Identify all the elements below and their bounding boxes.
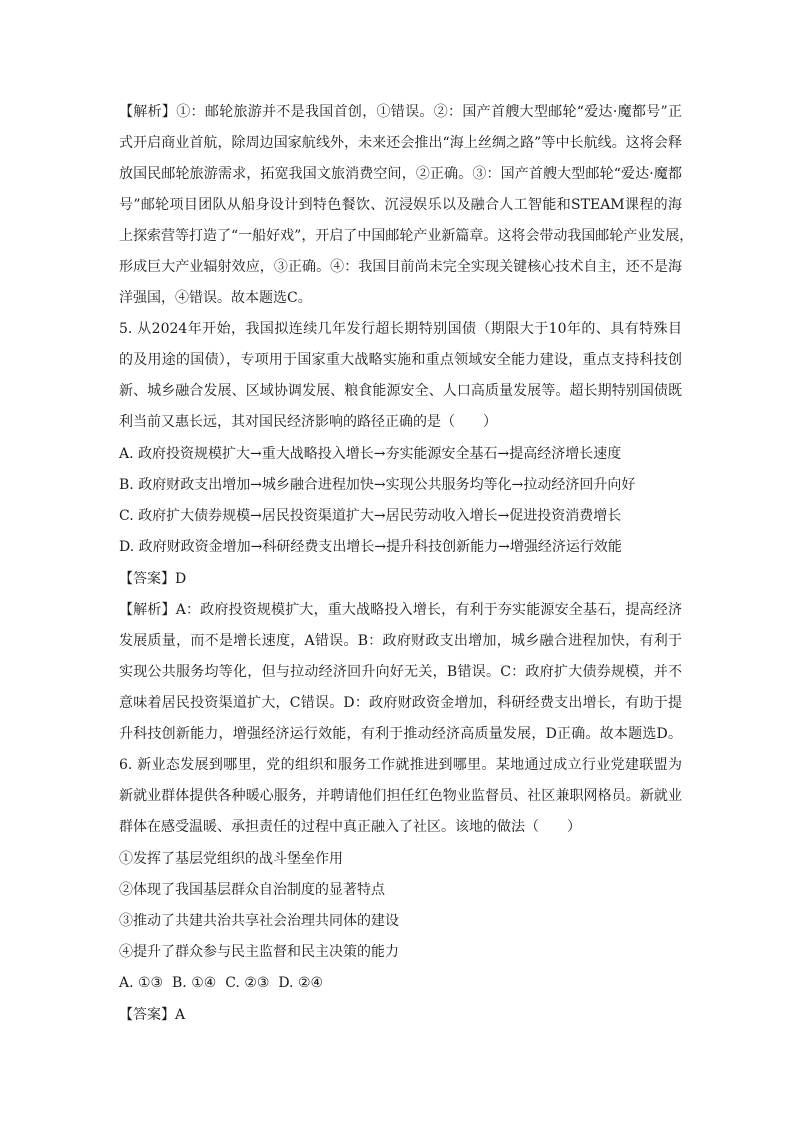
q6-stem-line: 新就业群体提供各种暖心服务，并聘请他们担任红色物业监督员、社区兼职网格员。新就业 (119, 788, 682, 804)
q4-analysis-line: 号”邮轮项目团队从船身设计到特色餐饮、沉浸娱乐以及融合人工智能和STEAM课程的海 (119, 197, 682, 213)
q5-option-b: B. 政府财政支出增加→城乡融合进程加快→实现公共服务均等化→拉动经济回升向好 (119, 477, 636, 493)
q6-statement-2: ②体现了我国基层群众自治制度的显著特点 (119, 882, 385, 898)
q4-analysis-line: 式开启商业首航，除周边国家航线外，未来还会推出“海上丝绸之路”等中长航线。这将会释 (119, 135, 682, 151)
q5-analysis-line: 发展质量，而不是增长速度，A错误。B：政府财政支出增加，城乡融合进程加快，有利于 (119, 633, 682, 649)
q6-answer: 【答案】A (119, 1007, 186, 1023)
q5-stem-line: 5. 从2024年开始，我国拟连续几年发行超长期特别国债（期限大于10年的、具有特殊目 (119, 321, 682, 337)
q4-analysis-line: 上探索营等打造了“一船好戏”，开启了中国邮轮产业新篇章。这将会带动我国邮轮产业发展， (119, 228, 694, 244)
q5-option-d: D. 政府财政资金增加→科研经费支出增长→提升科技创新能力→增强经济运行效能 (119, 539, 622, 555)
q6-statement-3: ③推动了共建共治共享社会治理共同体的建设 (119, 913, 399, 929)
q5-analysis-line: 意味着居民投资渠道扩大，C错误。D：政府财政资金增加，科研经费支出增长，有助于提 (119, 695, 682, 711)
q5-analysis-line: 【解析】A：政府投资规模扩大，重大战略投入增长，有利于夯实能源安全基石，提高经济 (119, 602, 682, 618)
q6-choices: A. ①③ B. ①④ C. ②③ D. ②④ (119, 975, 324, 991)
q6-statement-4: ④提升了群众参与民主监督和民主决策的能力 (119, 944, 399, 960)
q5-answer: 【答案】D (119, 571, 187, 587)
q4-analysis-line: 形成巨大产业辐射效应，③正确。④：我国目前尚未完全实现关键核心技术自主，还不是海 (119, 259, 682, 275)
q6-statement-1: ①发挥了基层党组织的战斗堡垒作用 (119, 851, 343, 867)
q5-stem-line: 利当前又惠长远，其对国民经济影响的路径正确的是（ ） (119, 414, 497, 430)
q4-analysis-line: 【解析】①：邮轮旅游并不是我国首创，①错误。②：国产首艘大型邮轮“爱达·魔都号”正 (119, 104, 682, 120)
q6-stem-line: 群体在感受温暖、承担责任的过程中真正融入了社区。该地的做法（ ） (119, 819, 581, 835)
q5-option-c: C. 政府扩大债券规模→居民投资渠道扩大→居民劳动收入增长→促进投资消费增长 (119, 508, 622, 524)
q5-stem-line: 新、城乡融合发展、区域协调发展、粮食能源安全、人口高质量发展等。超长期特别国债既 (119, 383, 682, 399)
q5-analysis-line: 实现公共服务均等化，但与拉动经济回升向好无关，B错误。C：政府扩大债券规模，并不 (119, 664, 682, 680)
q6-stem-line: 6. 新业态发展到哪里，党的组织和服务工作就推进到哪里。某地通过成立行业党建联盟为 (119, 757, 682, 773)
q4-analysis-line: 放国民邮轮旅游需求，拓宽我国文旅消费空间，②正确。③：国产首艘大型邮轮“爱达·魔都 (119, 166, 682, 182)
q4-analysis-line: 洋强国，④错误。故本题选C。 (119, 290, 312, 306)
q5-option-a: A. 政府投资规模扩大→重大战略投入增长→夯实能源安全基石→提高经济增长速度 (119, 446, 622, 462)
q5-analysis-line: 升科技创新能力，增强经济运行效能，有利于推动经济高质量发展，D正确。故本题选D。 (119, 726, 682, 742)
q5-stem-line: 的及用途的国债），专项用于国家重大战略实施和重点领域安全能力建设，重点支持科技创 (119, 352, 682, 368)
